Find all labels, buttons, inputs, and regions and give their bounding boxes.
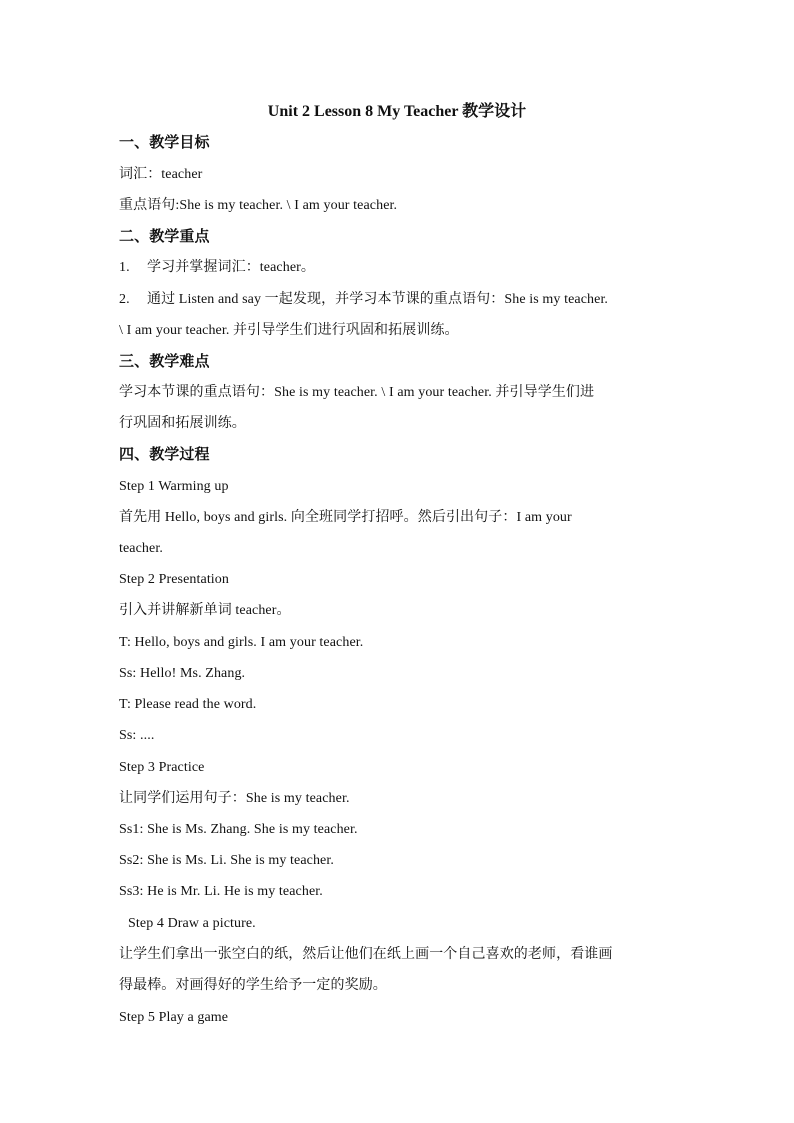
process-line: Step 1 Warming up <box>119 479 229 494</box>
process-line: teacher. <box>119 541 163 556</box>
difficulty-line-1: 学习本节课的重点语句：She is my teacher. \ I am your teacher. 并引导学生们进 <box>119 385 595 400</box>
process-line: 让学生们拿出一张空白的纸，然后让他们在纸上画一个自己喜欢的老师，看谁画 <box>119 947 613 962</box>
vocab-line: 词汇：teacher <box>119 167 203 182</box>
section-heading-process: 四、教学过程 <box>119 447 210 463</box>
section-heading-objectives: 一、教学目标 <box>119 135 210 151</box>
process-line: Ss2: She is Ms. Li. She is my teacher. <box>119 853 334 868</box>
page-title: Unit 2 Lesson 8 My Teacher 教学设计 <box>267 103 527 120</box>
difficulty-line-2: 行巩固和拓展训练。 <box>119 416 246 431</box>
process-line: Ss: .... <box>119 728 155 743</box>
key-point-item-2-continuation: \ I am your teacher. 并引导学生们进行巩固和拓展训练。 <box>119 323 459 338</box>
process-line: Step 2 Presentation <box>119 572 229 587</box>
process-line: 引入并讲解新单词 teacher。 <box>119 603 291 618</box>
process-line: Step 5 Play a game <box>119 1010 229 1025</box>
list-item-text: 通过 Listen and say 一起发现，并学习本节课的重点语句：She is my teacher. <box>147 292 609 307</box>
key-point-item-1 <box>119 258 315 278</box>
process-line: Ss1: She is Ms. Zhang. She is my teacher. <box>119 822 358 837</box>
process-line: T: Hello, boys and girls. I am your teacher. <box>119 635 364 650</box>
process-line: 首先用 Hello, boys and girls. 向全班同学打招呼。然后引出句子：I am your <box>119 510 572 525</box>
process-line: Ss3: He is Mr. Li. He is my teacher. <box>119 884 323 899</box>
process-line: 得最棒。对画得好的学生给予一定的奖励。 <box>119 978 387 993</box>
section-heading-key-points: 二、教学重点 <box>119 229 210 245</box>
key-point-item-2 <box>119 290 608 310</box>
process-line: 让同学们运用句子：She is my teacher. <box>119 791 350 806</box>
section-heading-difficulties: 三、教学难点 <box>119 354 210 370</box>
list-number: 1. <box>119 260 130 275</box>
list-item-text: 学习并掌握词汇：teacher。 <box>147 260 316 275</box>
key-sentence-line: 重点语句:She is my teacher. \ I am your teacher. <box>119 198 398 213</box>
process-line: T: Please read the word. <box>119 697 257 712</box>
process-line: Step 4 Draw a picture. <box>128 916 256 931</box>
process-line: Step 3 Practice <box>119 760 205 775</box>
process-line: Ss: Hello! Ms. Zhang. <box>119 666 246 681</box>
list-number: 2. <box>119 292 130 307</box>
